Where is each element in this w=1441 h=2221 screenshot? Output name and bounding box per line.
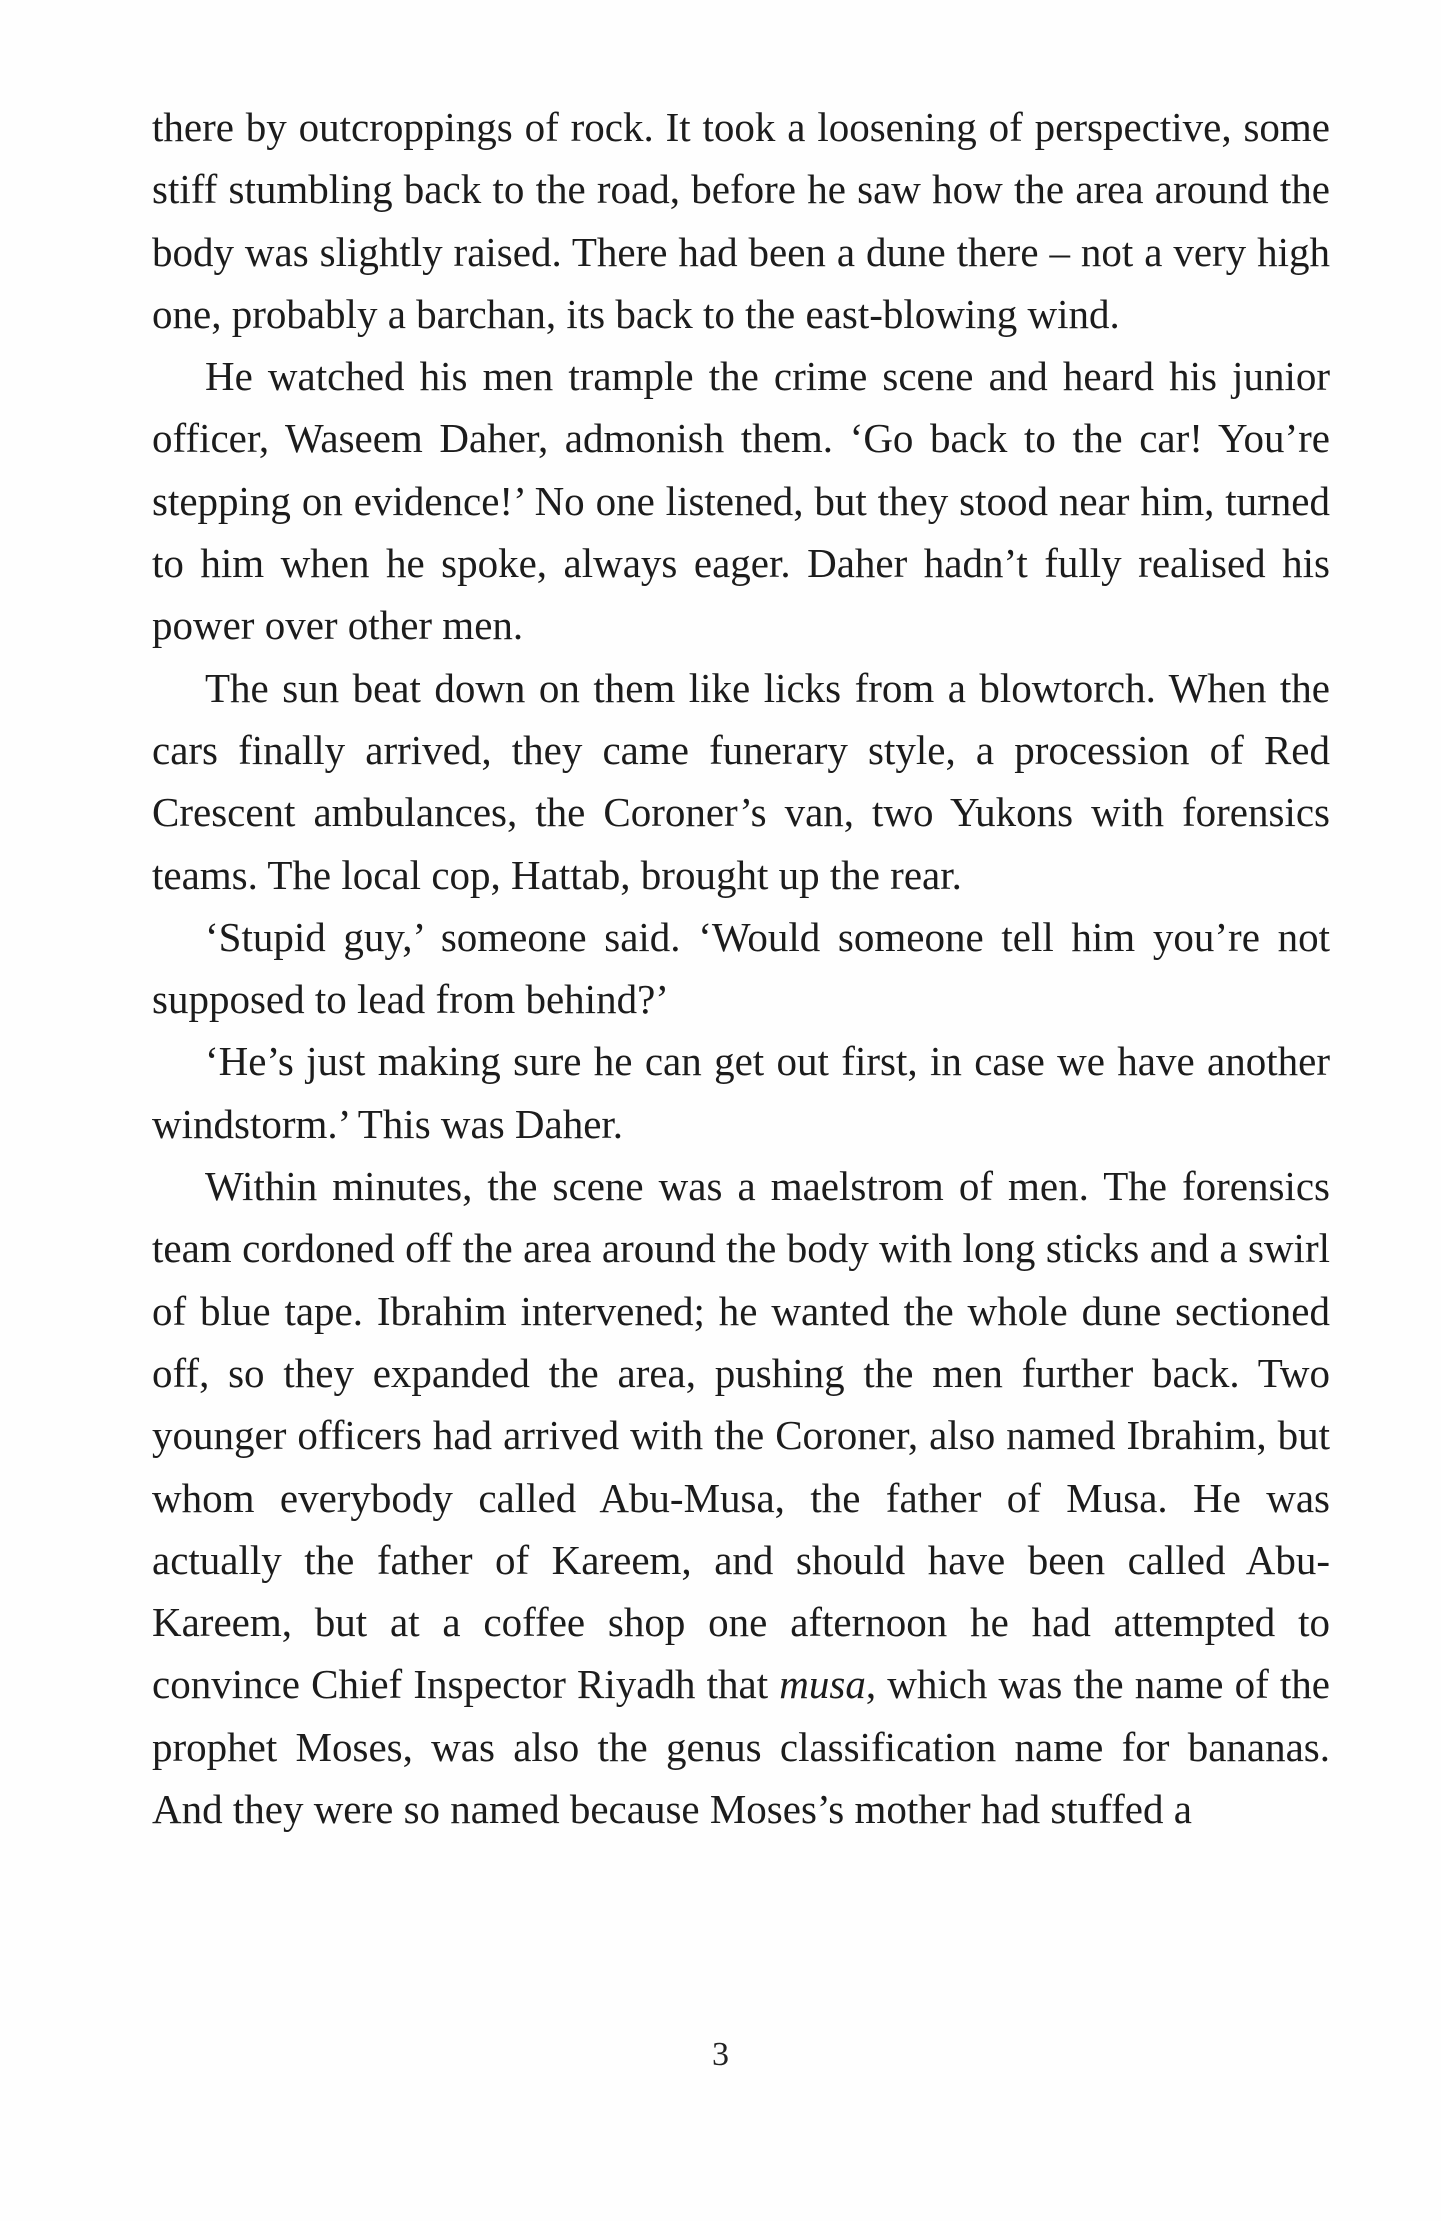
paragraph	[152, 1155, 1330, 1840]
paragraph: The sun beat down on them like licks from a blowtorch. When the cars finally arrived, they came funerary style, a procession of Red Crescent ambulances, the Coroner’s van, two Yukons with forensics teams. The local cop, Hattab, brought up the rear.	[152, 664, 1330, 898]
paragraph: ‘He’s just making sure he can get out first, in case we have another windstorm.’ This was Daher.	[152, 1038, 1330, 1147]
paragraph: there by outcroppings of rock. It took a loosening of perspective, some stiff stumbling back to the road, before he saw how the area around the body was slightly raised. There had been a dune there – not a very high one, probably a barchan, its back to the east-blowing wind.	[152, 104, 1330, 337]
paragraph: ‘Stupid guy,’ someone said. ‘Would someone tell him you’re not supposed to lead from behind?’	[152, 913, 1330, 1023]
italic-word: musa	[779, 1661, 866, 1708]
paragraph-text: Within minutes, the scene was a maelstrom of men. The forensics team cordoned off the area around the body with long sticks and a swirl of blue tape. Ibrahim intervened; he wanted the whole dune sectioned off, so they expanded the area, pushing the men further back. Two younger officers had arrived with the Coroner, also named Ibrahim, but whom everybody called Abu-Musa, the father of Musa. He was actually the father of Kareem, and should have been called Abu-Kareem, but at a coffee shop one afternoon he had attempted to convince Chief Inspector Riyadh that	[152, 1163, 1330, 1708]
paragraph-text: , which was the name of the prophet Moses, was also the genus classification name for bananas. And they were so named because Moses’s mother had stuffed a	[152, 1661, 1330, 1833]
body-text	[152, 96, 1330, 1840]
page-number: 3	[712, 2036, 729, 2073]
paragraph: He watched his men trample the crime scene and heard his junior officer, Waseem Daher, admonish them. ‘Go back to the car! You’re stepping on evidence!’ No one listened, but they stood near him, turned to him when he spoke, always eager. Daher hadn’t fully realised his power over other men.	[152, 353, 1330, 649]
